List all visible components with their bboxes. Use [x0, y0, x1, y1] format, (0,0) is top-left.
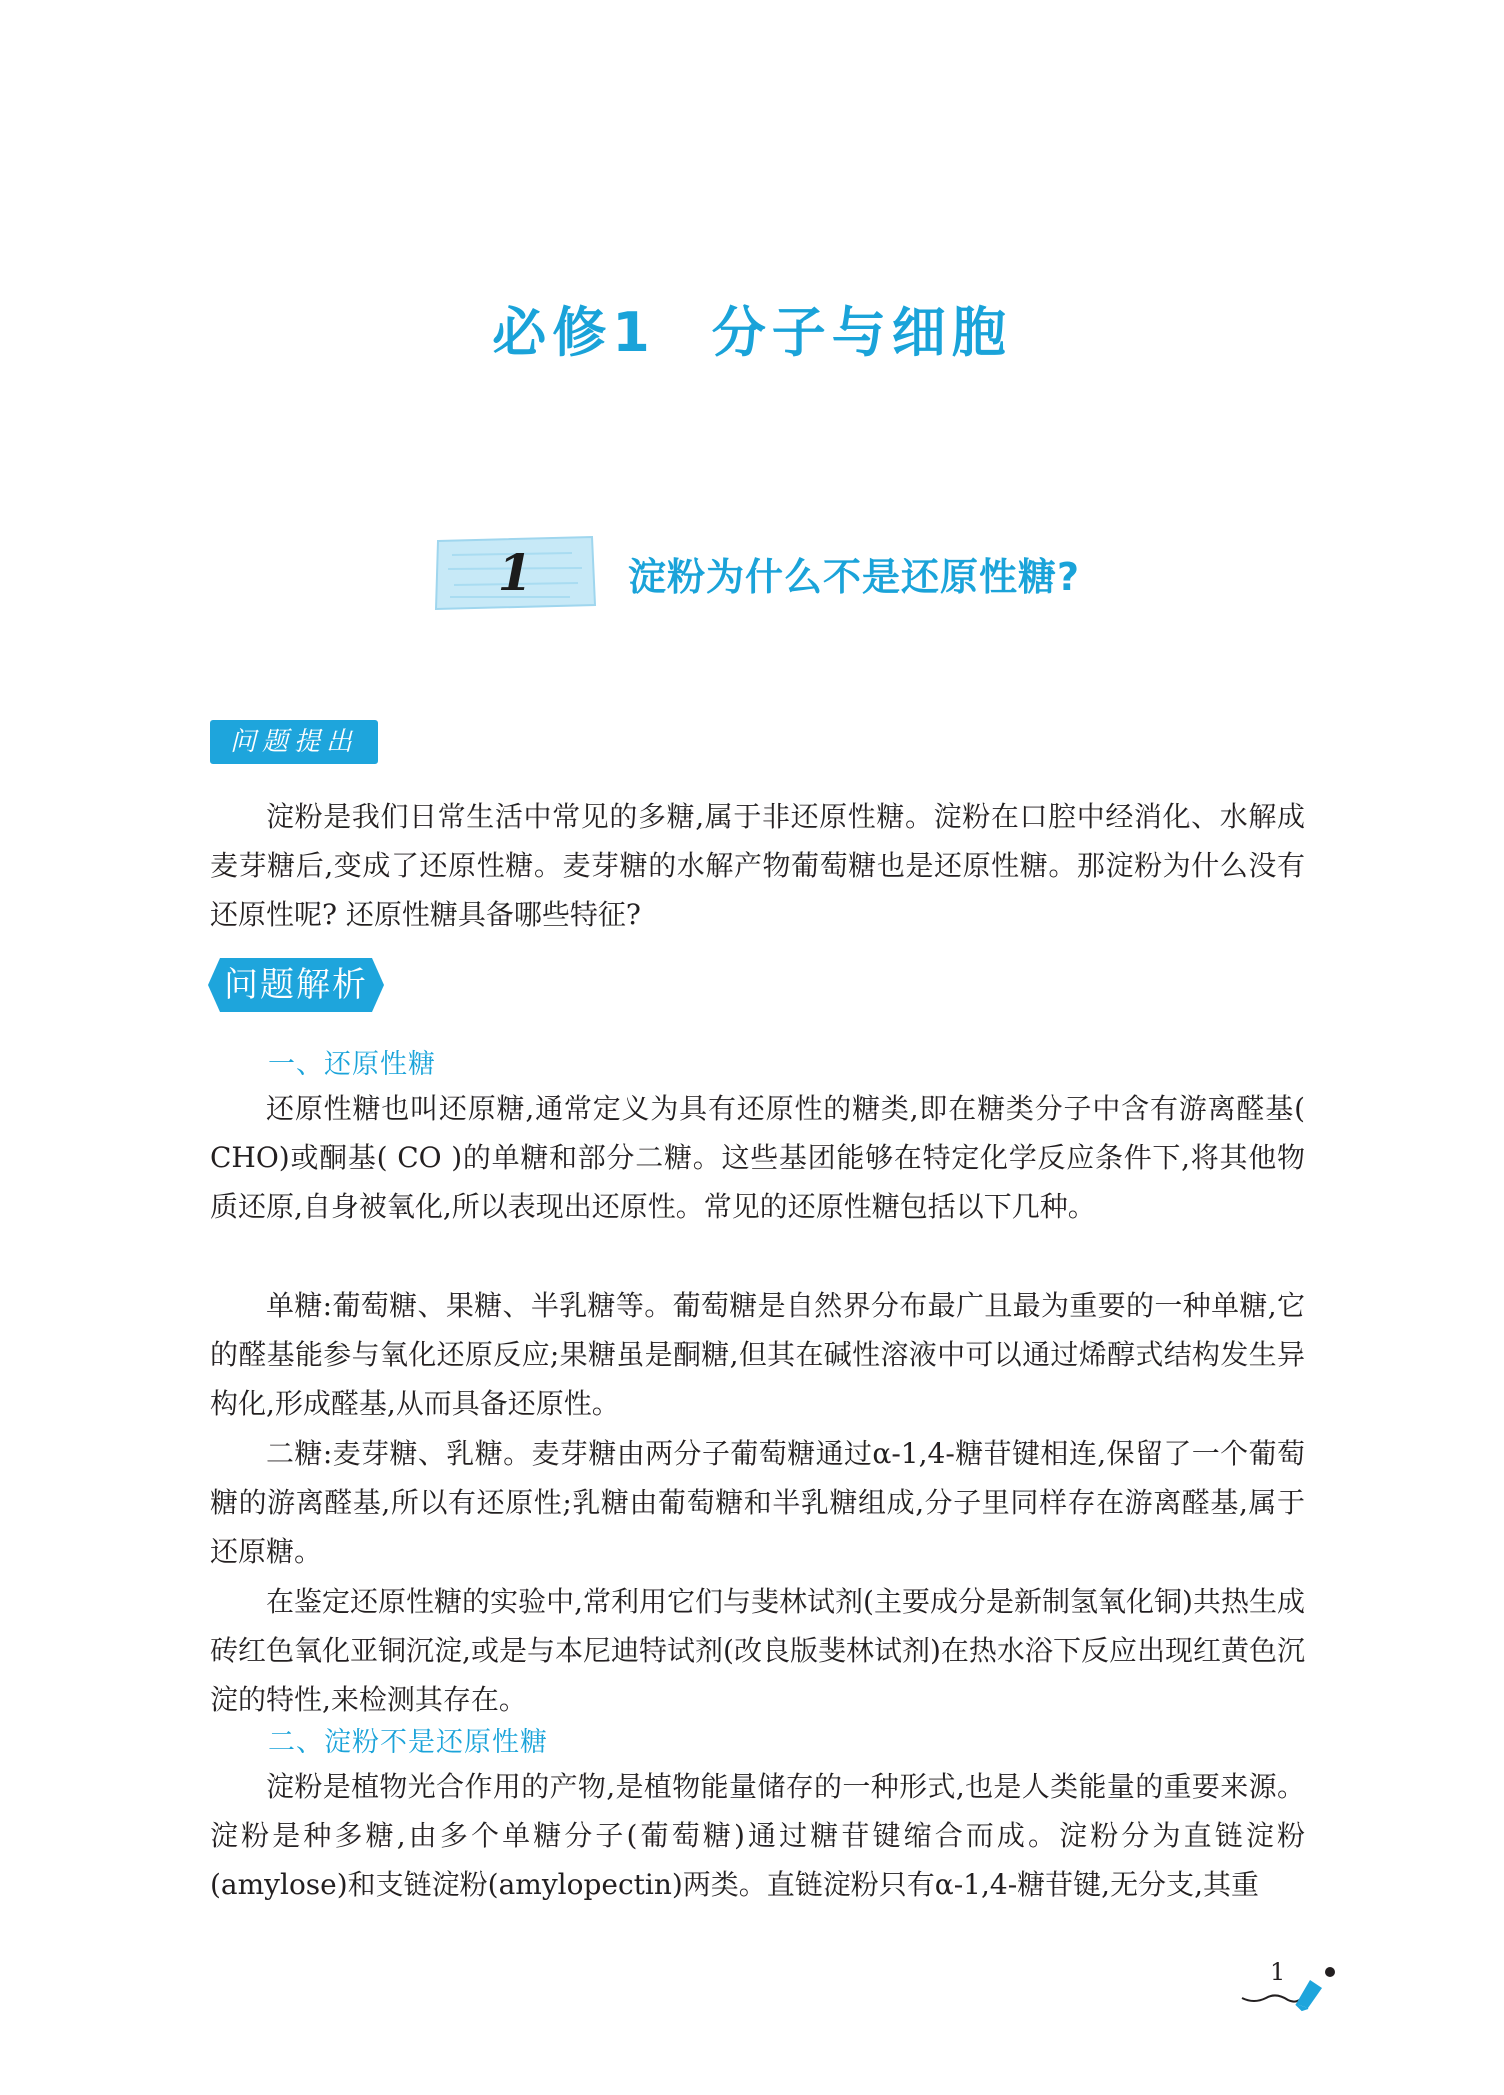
part-label: 必修1 — [492, 301, 656, 364]
question-analysis-label: 问题解析 — [220, 958, 372, 1012]
pen-doodle-icon — [1240, 1958, 1350, 2018]
part-name: 分子与细胞 — [711, 301, 1012, 364]
chapter-number: 1 — [497, 543, 533, 602]
page-footer — [1240, 1958, 1350, 2018]
intro-paragraph: 淀粉是我们日常生活中常见的多糖,属于非还原性糖。淀粉在口腔中经消化、水解成麦芽糖后,变成了还原性糖。麦芽糖的水解产物葡萄糖也是还原性糖。那淀粉为什么没有还原性呢? 还原性糖具备哪些特征? — [210, 800, 1305, 931]
paragraph-monosaccharides: 单糖:葡萄糖、果糖、半乳糖等。葡萄糖是自然界分布最广且最为重要的一种单糖,它的醛基能参与氧化还原反应;果糖虽是酮糖,但其在碱性溶液中可以通过烯醇式结构发生异构化,形成醛基,从而具备还原性。 — [210, 1289, 1305, 1420]
question-raise-tag: 问题提出 — [210, 720, 378, 764]
part-title — [0, 290, 1504, 367]
question-analysis-tag — [208, 958, 384, 1012]
tag-left-chevron-icon — [208, 958, 220, 1012]
chapter-number-badge — [432, 535, 598, 611]
page-number: 1 — [1270, 1958, 1286, 1986]
section-heading-starch: 二、淀粉不是还原性糖 — [268, 1727, 548, 1758]
chapter-title: 淀粉为什么不是还原性糖? — [628, 554, 1081, 599]
paragraph-identification: 在鉴定还原性糖的实验中,常利用它们与斐林试剂(主要成分是新制氢氧化铜)共热生成砖红色氧化亚铜沉淀,或是与本尼迪特试剂(改良版斐林试剂)在热水浴下反应出现红黄色沉淀的特性,来检测其存在。 — [210, 1585, 1305, 1716]
tag-right-chevron-icon — [372, 958, 384, 1012]
section-heading-reducing-sugar: 一、还原性糖 — [268, 1049, 436, 1080]
paragraph-disaccharides: 二糖:麦芽糖、乳糖。麦芽糖由两分子葡萄糖通过α-1,4-糖苷键相连,保留了一个葡萄糖的游离醛基,所以有还原性;乳糖由葡萄糖和半乳糖组成,分子里同样存在游离醛基,属于还原糖。 — [210, 1437, 1305, 1568]
paragraph-definition: 还原性糖也叫还原糖,通常定义为具有还原性的糖类,即在糖类分子中含有游离醛基( CHO)或酮基( CO )的单糖和部分二糖。这些基团能够在特定化学反应条件下,将其他物质还原,自身被氧化,所以表现出还原性。常见的还原性糖包括以下几种。 — [210, 1092, 1305, 1223]
chapter-header — [432, 533, 1080, 613]
paragraph-starch: 淀粉是植物光合作用的产物,是植物能量储存的一种形式,也是人类能量的重要来源。淀粉是种多糖,由多个单糖分子(葡萄糖)通过糖苷键缩合而成。淀粉分为直链淀粉(amylose)和支链淀粉(amylopectin)两类。直链淀粉只有α-1,4-糖苷键,无分支,其重 — [210, 1770, 1305, 1901]
